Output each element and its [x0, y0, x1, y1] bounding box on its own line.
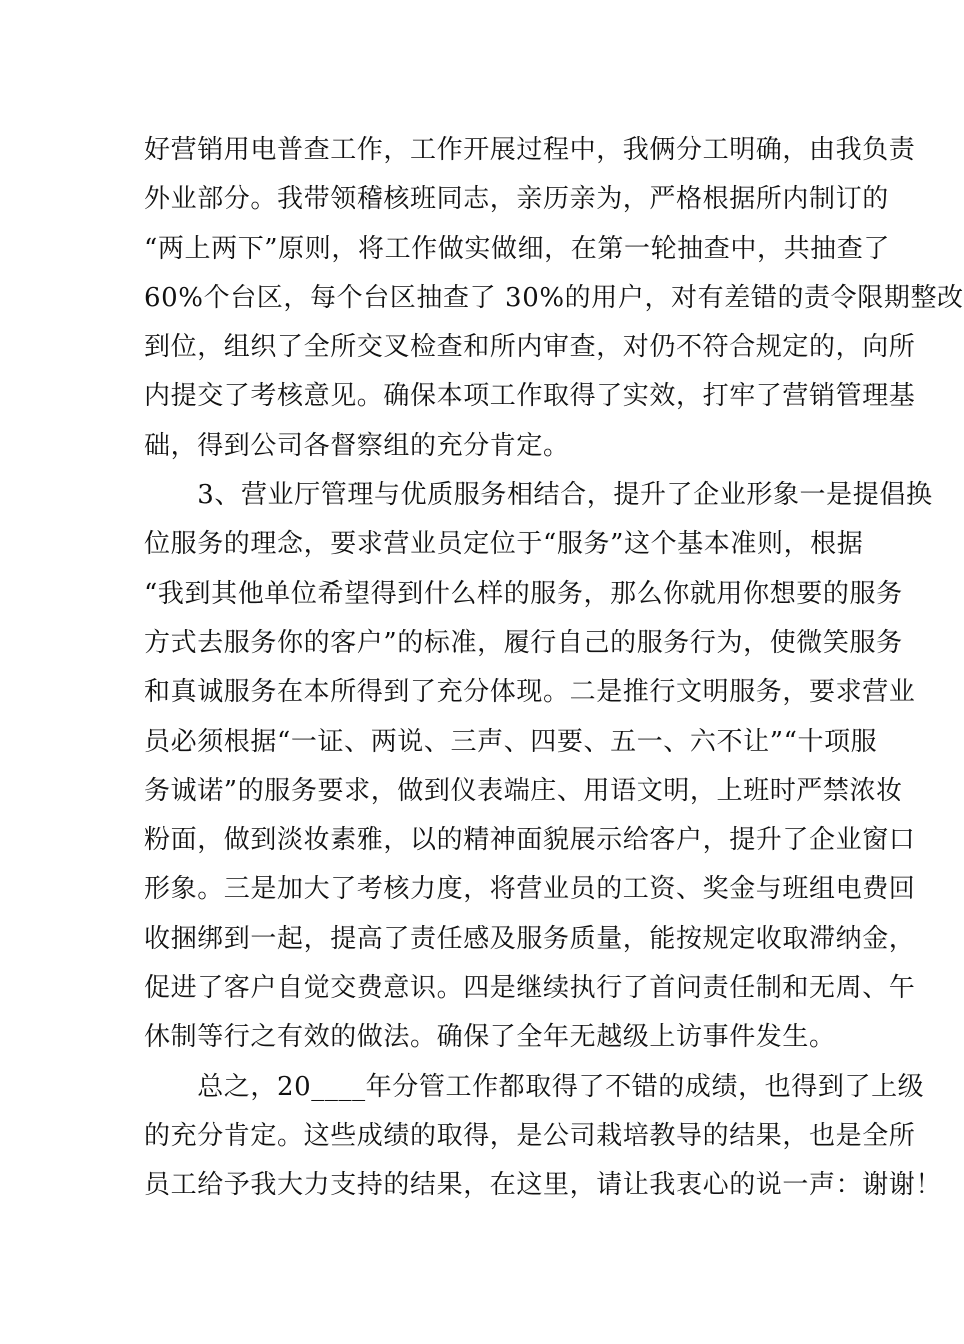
body-text: [144, 126, 964, 1211]
text-line: 和真诚服务在本所得到了充分体现。二是推行文明服务，要求营业: [144, 677, 916, 708]
text-line: 收捆绑到一起，提高了责任感及服务质量，能按规定收取滞纳金，: [144, 923, 916, 954]
text-line: 好营销用电普查工作，工作开展过程中，我俩分工明确，由我负责: [144, 135, 916, 165]
text-line: “两上两下”原则，将工作做实做细，在第一轮抽查中，共抽查了: [144, 233, 890, 264]
text-line: 休制等行之有效的做法。确保了全年无越级上访事件发生。: [144, 1022, 836, 1053]
text-line: 到位，组织了全所交叉检查和所内审查，对仍不符合规定的，向所: [144, 332, 916, 363]
text-line: 促进了客户自觉交费意识。四是继续执行了首问责任制和无周、午: [144, 973, 916, 1004]
text-line: 总之，20____年分管工作都取得了不错的成绩，也得到了上级: [144, 1071, 925, 1102]
text-line: 位服务的理念，要求营业员定位于“服务”这个基本准则，根据: [144, 529, 864, 560]
text-line: 员必须根据“一证、两说、三声、四要、五一、六不让”“十项服: [144, 726, 878, 757]
text-line: 务诚诺”的服务要求，做到仪表端庄、用语文明，上班时严禁浓妆: [144, 775, 903, 806]
text-line: 员工给予我大力支持的结果，在这里，请让我衷心的说一声：谢谢！: [144, 1170, 943, 1201]
text-line: 的充分肯定。这些成绩的取得，是公司栽培教导的结果，也是全所: [144, 1120, 916, 1151]
text-line: 形象。三是加大了考核力度，将营业员的工资、奖金与班组电费回: [144, 874, 916, 905]
text-line: 础，得到公司各督察组的充分肯定。: [144, 430, 570, 461]
text-line: 方式去服务你的客户”的标准，履行自己的服务行为，使微笑服务: [144, 627, 903, 658]
text-line: “我到其他单位希望得到什么样的服务，那么你就用你想要的服务: [144, 578, 903, 609]
text-line: 粉面，做到淡妆素雅，以的精神面貌展示给客户，提升了企业窗口: [144, 825, 916, 856]
text-line: 外业部分。我带领稽核班同志，亲历亲为，严格根据所内制订的: [144, 184, 889, 215]
text-line: 3、营业厅管理与优质服务相结合，提升了企业形象一是提倡换: [144, 480, 933, 511]
text-line: 60%个台区，每个台区抽查了 30%的用户，对有差错的责令限期整改: [144, 282, 964, 313]
text-line: 内提交了考核意见。确保本项工作取得了实效，打牢了营销管理基: [144, 381, 916, 412]
